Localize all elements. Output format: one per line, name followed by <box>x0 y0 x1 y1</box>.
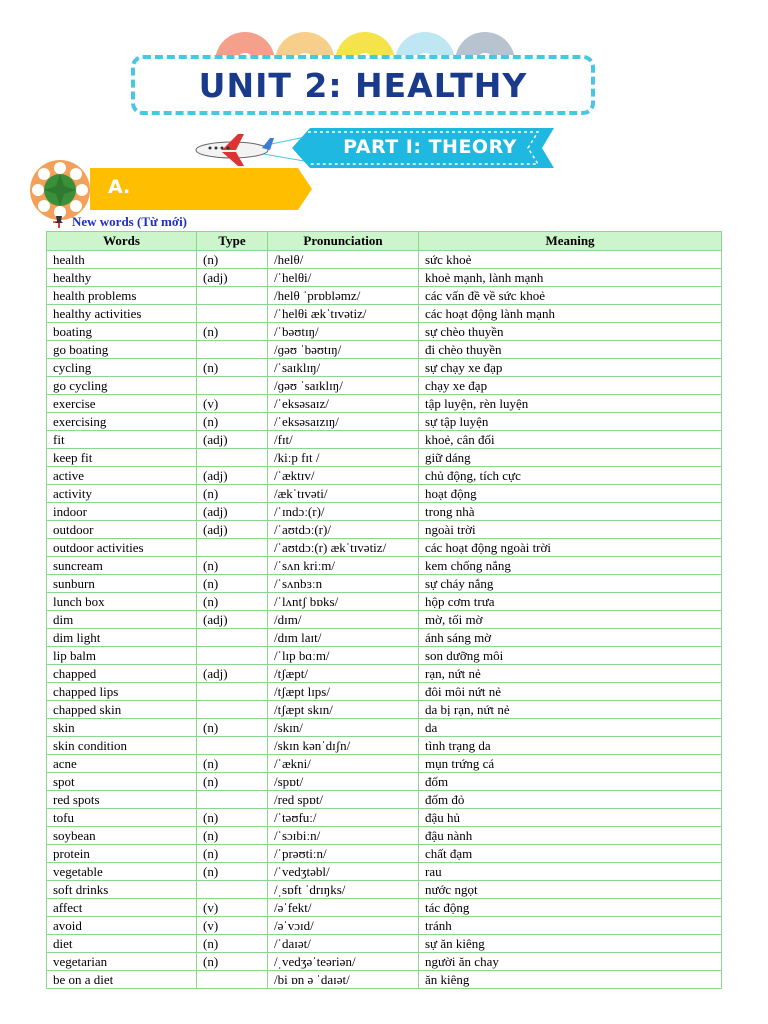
type-cell: (n) <box>197 323 268 341</box>
word-cell: health problems <box>47 287 197 305</box>
word-cell: soft drinks <box>47 881 197 899</box>
word-cell: chapped <box>47 665 197 683</box>
header-meaning: Meaning <box>419 232 722 251</box>
word-cell: keep fit <box>47 449 197 467</box>
table-row <box>47 827 722 845</box>
word-cell: tofu <box>47 809 197 827</box>
table-row <box>47 287 722 305</box>
table-row <box>47 539 722 557</box>
word-cell: red spots <box>47 791 197 809</box>
meaning-cell: sự tập luyện <box>419 413 722 431</box>
unit-title-box <box>131 55 595 115</box>
word-cell: sunburn <box>47 575 197 593</box>
type-cell <box>197 341 268 359</box>
type-cell <box>197 701 268 719</box>
word-cell: dim light <box>47 629 197 647</box>
table-row <box>47 971 722 989</box>
type-cell: (v) <box>197 395 268 413</box>
pronunciation-cell: /skɪn kənˈdɪʃn/ <box>268 737 419 755</box>
word-cell: exercising <box>47 413 197 431</box>
type-cell: (n) <box>197 485 268 503</box>
word-cell: outdoor activities <box>47 539 197 557</box>
meaning-cell: chạy xe đạp <box>419 377 722 395</box>
table-row <box>47 665 722 683</box>
pronunciation-cell: /ˌvedʒəˈteəriən/ <box>268 953 419 971</box>
table-row <box>47 773 722 791</box>
word-cell: activity <box>47 485 197 503</box>
type-cell: (adj) <box>197 665 268 683</box>
meaning-cell: tác động <box>419 899 722 917</box>
pronunciation-cell: /dɪm laɪt/ <box>268 629 419 647</box>
type-cell <box>197 629 268 647</box>
type-cell: (adj) <box>197 521 268 539</box>
pronunciation-cell: /ˈaʊtdɔː(r)/ <box>268 521 419 539</box>
type-cell <box>197 881 268 899</box>
pronunciation-cell: /ˈsʌnbɜːn <box>268 575 419 593</box>
meaning-cell: tình trạng da <box>419 737 722 755</box>
pronunciation-cell: /ˈækni/ <box>268 755 419 773</box>
meaning-cell: đốm đỏ <box>419 791 722 809</box>
table-row <box>47 305 722 323</box>
pronunciation-cell: /ˈbəʊtɪŋ/ <box>268 323 419 341</box>
meaning-cell: chất đạm <box>419 845 722 863</box>
header-type: Type <box>197 232 268 251</box>
meaning-cell: hộp cơm trưa <box>419 593 722 611</box>
type-cell: (n) <box>197 935 268 953</box>
type-cell <box>197 737 268 755</box>
pronunciation-cell: /tʃæpt/ <box>268 665 419 683</box>
pronunciation-cell: /ɡəʊ ˈsaɪklɪŋ/ <box>268 377 419 395</box>
meaning-cell: giữ dáng <box>419 449 722 467</box>
meaning-cell: chủ động, tích cực <box>419 467 722 485</box>
type-cell: (adj) <box>197 269 268 287</box>
word-cell: vegetarian <box>47 953 197 971</box>
pronunciation-cell: /ˈhelθi ækˈtɪvətiz/ <box>268 305 419 323</box>
pronunciation-cell: /ˈlʌntʃ bɒks/ <box>268 593 419 611</box>
word-cell: chapped lips <box>47 683 197 701</box>
word-cell: lip balm <box>47 647 197 665</box>
type-cell: (n) <box>197 755 268 773</box>
word-cell: affect <box>47 899 197 917</box>
meaning-cell: sự chèo thuyền <box>419 323 722 341</box>
word-cell: active <box>47 467 197 485</box>
table-row <box>47 737 722 755</box>
pronunciation-cell: /ˈvedʒtəbl/ <box>268 863 419 881</box>
meaning-cell: sức khoẻ <box>419 251 722 269</box>
table-row <box>47 917 722 935</box>
table-row <box>47 791 722 809</box>
table-row <box>47 881 722 899</box>
word-cell: spot <box>47 773 197 791</box>
word-cell: diet <box>47 935 197 953</box>
meaning-cell: ánh sáng mờ <box>419 629 722 647</box>
meaning-cell: ăn kiêng <box>419 971 722 989</box>
table-row <box>47 251 722 269</box>
pronunciation-cell: /əˈvɔɪd/ <box>268 917 419 935</box>
meaning-cell: rau <box>419 863 722 881</box>
table-row <box>47 467 722 485</box>
type-cell: (adj) <box>197 467 268 485</box>
type-cell: (n) <box>197 575 268 593</box>
pronunciation-cell: /tʃæpt lɪps/ <box>268 683 419 701</box>
pronunciation-cell: /red spɒt/ <box>268 791 419 809</box>
meaning-cell: ngoài trời <box>419 521 722 539</box>
table-row <box>47 341 722 359</box>
type-cell <box>197 971 268 989</box>
vocabulary-table-body <box>47 251 722 989</box>
pronunciation-cell: /ˈeksəsaɪzɪŋ/ <box>268 413 419 431</box>
meaning-cell: khoẻ mạnh, lành mạnh <box>419 269 722 287</box>
type-cell <box>197 647 268 665</box>
pronunciation-cell: /ˈaʊtdɔː(r) ækˈtɪvətiz/ <box>268 539 419 557</box>
vocabulary-table <box>46 231 722 989</box>
word-cell: go boating <box>47 341 197 359</box>
table-row <box>47 899 722 917</box>
meaning-cell: đốm <box>419 773 722 791</box>
word-cell: healthy activities <box>47 305 197 323</box>
pronunciation-cell: /ˈæktɪv/ <box>268 467 419 485</box>
unit-title: UNIT 2: HEALTHY <box>198 65 528 105</box>
table-row <box>47 485 722 503</box>
header-pronunciation: Pronunciation <box>268 232 419 251</box>
type-cell <box>197 683 268 701</box>
meaning-cell: đậu nành <box>419 827 722 845</box>
pronunciation-cell: /ˈlɪp bɑːm/ <box>268 647 419 665</box>
word-cell: health <box>47 251 197 269</box>
type-cell: (n) <box>197 413 268 431</box>
table-row <box>47 323 722 341</box>
word-cell: acne <box>47 755 197 773</box>
type-cell: (v) <box>197 917 268 935</box>
word-cell: boating <box>47 323 197 341</box>
type-cell: (adj) <box>197 431 268 449</box>
table-row <box>47 755 722 773</box>
type-cell: (n) <box>197 953 268 971</box>
pin-icon <box>52 215 66 229</box>
word-cell: dim <box>47 611 197 629</box>
table-row <box>47 683 722 701</box>
word-cell: fit <box>47 431 197 449</box>
type-cell: (n) <box>197 863 268 881</box>
pronunciation-cell: /ˈsɔɪbiːn/ <box>268 827 419 845</box>
type-cell <box>197 305 268 323</box>
table-row <box>47 575 722 593</box>
meaning-cell: đôi môi nứt nẻ <box>419 683 722 701</box>
pronunciation-cell: /fɪt/ <box>268 431 419 449</box>
meaning-cell: đi chèo thuyền <box>419 341 722 359</box>
type-cell: (adj) <box>197 611 268 629</box>
pronunciation-cell: /helθ/ <box>268 251 419 269</box>
meaning-cell: mụn trứng cá <box>419 755 722 773</box>
meaning-cell: son dưỡng môi <box>419 647 722 665</box>
type-cell: (n) <box>197 593 268 611</box>
section-label: A. <box>108 176 131 198</box>
table-row <box>47 809 722 827</box>
meaning-cell: mờ, tối mờ <box>419 611 722 629</box>
meaning-cell: các hoạt động lành mạnh <box>419 305 722 323</box>
table-row <box>47 953 722 971</box>
pronunciation-cell: /spɒt/ <box>268 773 419 791</box>
word-cell: suncream <box>47 557 197 575</box>
pronunciation-cell: /bi ɒn ə ˈdaɪət/ <box>268 971 419 989</box>
type-cell: (n) <box>197 809 268 827</box>
pronunciation-cell: /dɪm/ <box>268 611 419 629</box>
pronunciation-cell: /kiːp fɪt / <box>268 449 419 467</box>
pronunciation-cell: /ˈɪndɔː(r)/ <box>268 503 419 521</box>
table-row <box>47 377 722 395</box>
pronunciation-cell: /ˈprəʊtiːn/ <box>268 845 419 863</box>
type-cell <box>197 377 268 395</box>
type-cell: (n) <box>197 557 268 575</box>
table-row <box>47 863 722 881</box>
table-row <box>47 935 722 953</box>
table-row <box>47 521 722 539</box>
word-cell: vegetable <box>47 863 197 881</box>
word-cell: healthy <box>47 269 197 287</box>
subheading-text: New words (Từ mới) <box>72 214 188 229</box>
header-words: Words <box>47 232 197 251</box>
pronunciation-cell: /ˈsaɪklɪŋ/ <box>268 359 419 377</box>
type-cell: (n) <box>197 827 268 845</box>
table-row <box>47 647 722 665</box>
type-cell <box>197 449 268 467</box>
type-cell: (adj) <box>197 503 268 521</box>
word-cell: be on a diet <box>47 971 197 989</box>
table-row <box>47 557 722 575</box>
pronunciation-cell: /əˈfekt/ <box>268 899 419 917</box>
type-cell: (n) <box>197 773 268 791</box>
meaning-cell: nước ngọt <box>419 881 722 899</box>
meaning-cell: đậu hủ <box>419 809 722 827</box>
pronunciation-cell: /ˌsɒft ˈdrɪŋks/ <box>268 881 419 899</box>
table-row <box>47 701 722 719</box>
type-cell <box>197 539 268 557</box>
meaning-cell: sự ăn kiêng <box>419 935 722 953</box>
meaning-cell: tránh <box>419 917 722 935</box>
table-row <box>47 629 722 647</box>
pronunciation-cell: /ækˈtɪvəti/ <box>268 485 419 503</box>
pronunciation-cell: /ˈsʌn kriːm/ <box>268 557 419 575</box>
type-cell <box>197 791 268 809</box>
meaning-cell: da bị rạn, nứt nẻ <box>419 701 722 719</box>
pronunciation-cell: /ˈhelθi/ <box>268 269 419 287</box>
table-row <box>47 395 722 413</box>
pronunciation-cell: /tʃæpt skɪn/ <box>268 701 419 719</box>
meaning-cell: khoẻ, cân đối <box>419 431 722 449</box>
pronunciation-cell: /ˈeksəsaɪz/ <box>268 395 419 413</box>
table-row <box>47 719 722 737</box>
word-cell: lunch box <box>47 593 197 611</box>
pronunciation-cell: /ˈdaɪət/ <box>268 935 419 953</box>
type-cell <box>197 287 268 305</box>
word-cell: go cycling <box>47 377 197 395</box>
meaning-cell: người ăn chay <box>419 953 722 971</box>
type-cell: (n) <box>197 251 268 269</box>
type-cell: (n) <box>197 719 268 737</box>
meaning-cell: da <box>419 719 722 737</box>
meaning-cell: trong nhà <box>419 503 722 521</box>
table-row <box>47 449 722 467</box>
meaning-cell: sự cháy nắng <box>419 575 722 593</box>
table-header-row <box>47 232 722 251</box>
word-cell: indoor <box>47 503 197 521</box>
word-cell: skin condition <box>47 737 197 755</box>
type-cell: (n) <box>197 845 268 863</box>
pronunciation-cell: /helθ ˈprɒbləmz/ <box>268 287 419 305</box>
table-row <box>47 413 722 431</box>
word-cell: exercise <box>47 395 197 413</box>
word-cell: outdoor <box>47 521 197 539</box>
part-title: PART I: THEORY <box>343 136 517 158</box>
meaning-cell: tập luyện, rèn luyện <box>419 395 722 413</box>
word-cell: soybean <box>47 827 197 845</box>
table-row <box>47 269 722 287</box>
meaning-cell: hoạt động <box>419 485 722 503</box>
table-row <box>47 503 722 521</box>
new-words-heading <box>52 213 187 231</box>
meaning-cell: rạn, nứt nẻ <box>419 665 722 683</box>
word-cell: skin <box>47 719 197 737</box>
table-row <box>47 611 722 629</box>
word-cell: protein <box>47 845 197 863</box>
table-row <box>47 359 722 377</box>
type-cell: (n) <box>197 359 268 377</box>
word-cell: chapped skin <box>47 701 197 719</box>
table-row <box>47 431 722 449</box>
table-row <box>47 593 722 611</box>
meaning-cell: các hoạt động ngoài trời <box>419 539 722 557</box>
pronunciation-cell: /ɡəʊ ˈbəʊtɪŋ/ <box>268 341 419 359</box>
meaning-cell: sự chạy xe đạp <box>419 359 722 377</box>
word-cell: avoid <box>47 917 197 935</box>
pronunciation-cell: /skɪn/ <box>268 719 419 737</box>
meaning-cell: kem chống nắng <box>419 557 722 575</box>
pronunciation-cell: /ˈtəʊfuː/ <box>268 809 419 827</box>
meaning-cell: các vấn đề về sức khoẻ <box>419 287 722 305</box>
type-cell: (v) <box>197 899 268 917</box>
table-row <box>47 845 722 863</box>
word-cell: cycling <box>47 359 197 377</box>
